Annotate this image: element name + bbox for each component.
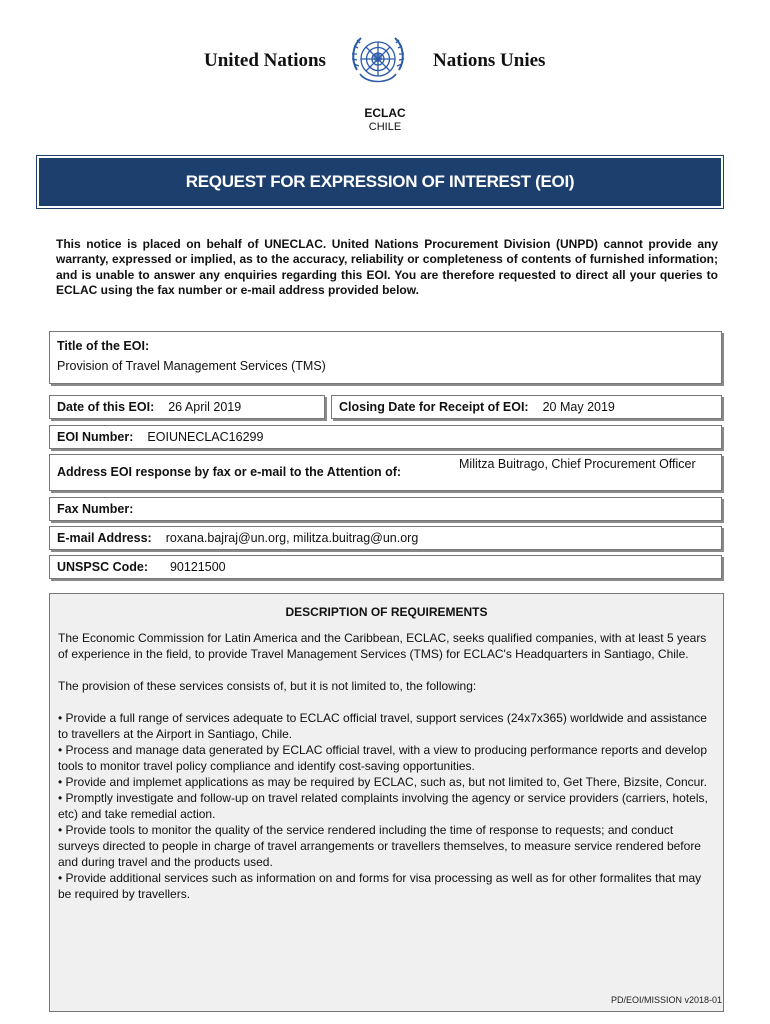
list-item: • Provide additional services such as information on and forms for visa processing as well as for other formalites that may be required by travellers. (58, 871, 702, 901)
list-item: • Provide tools to monitor the quality of the service rendered including the time of response to requests; and conduct surveys directed to people in charge of travel arrangements or travellers themselves, to measure service rendered before and during travel and the products used. (58, 823, 701, 869)
list-item: • Provide a full range of services adequate to ECLAC official travel, support services (24x7x365) worldwide and assistance to travellers at the Airport in Santiago, Chile. (58, 711, 707, 741)
eoi-title-value: Provision of Travel Management Services (TMS) (57, 359, 326, 373)
eoi-date-box (49, 395, 325, 419)
eoi-number-value: EOIUNECLAC16299 (147, 430, 264, 444)
title-frame (36, 155, 724, 209)
fax-number-box (49, 497, 722, 521)
eoi-number-label: EOI Number: (57, 430, 134, 444)
attention-value: Militza Buitrago, Chief Procurement Officer (459, 457, 696, 471)
email-address-value: roxana.bajraj@un.org, militza.buitrag@un.org (165, 531, 419, 545)
eoi-date-value: 26 April 2019 (168, 400, 242, 414)
unspsc-code-label: UNSPSC Code: (57, 560, 148, 574)
page-title: REQUEST FOR EXPRESSION OF INTEREST (EOI) (39, 158, 721, 206)
form-version-footer: PD/EOI/MISSION v2018-01 (610, 995, 722, 1005)
closing-date-value: 20 May 2019 (542, 400, 615, 414)
attention-label: Address EOI response by fax or e-mail to the Attention of: (57, 465, 402, 479)
un-emblem-icon (347, 30, 409, 92)
list-item: • Process and manage data generated by ECLAC official travel, with a view to producing performance reports and develop tools to monitor travel policy compliance and identify cost-saving opportunities. (58, 743, 708, 773)
attention-box (49, 454, 722, 491)
description-panel (49, 593, 724, 1012)
header-united-nations: United Nations (204, 50, 326, 71)
description-heading: DESCRIPTION OF REQUIREMENTS (285, 605, 488, 619)
closing-date-label: Closing Date for Receipt of EOI: (339, 400, 529, 414)
header-nations-unies: Nations Unies (433, 50, 546, 71)
list-item: • Provide and implemet applications as may be required by ECLAC, such as, but not limited to, Get There, Bizsite, Concur. (58, 775, 707, 789)
unspsc-code-box (49, 555, 722, 579)
description-lead: The provision of these services consists of, but it is not limited to, the following: (58, 679, 477, 693)
closing-date-box (331, 395, 722, 419)
email-address-box (49, 526, 722, 550)
unspsc-code-value: 90121500 (169, 560, 226, 574)
email-address-label: E-mail Address: (57, 531, 152, 545)
eoi-title-box (49, 331, 722, 384)
eoi-title-label: Title of the EOI: (57, 339, 150, 353)
eoi-date-label: Date of this EOI: (57, 400, 155, 414)
description-intro: The Economic Commission for Latin America and the Caribbean, ECLAC, seeks qualified companies, with at least 5 years of experience in the field, to provide Travel Management Services (TMS) for ECLAC's Headquarters in Santiago, Chile. (58, 631, 707, 661)
disclaimer-notice: This notice is placed on behalf of UNECLAC. United Nations Procurement Division (UNPD) cannot provide any warranty, expressed or implied, as to the accuracy, reliability or completeness of contents of furnished information; and is unable to answer any enquiries regarding this EOI. You are therefore requested to direct all your queries to ECLAC using the fax number or e-mail address provided below. (56, 237, 718, 298)
eoi-number-box (49, 425, 722, 449)
fax-number-label: Fax Number: (57, 502, 134, 516)
list-item: • Promptly investigate and follow-up on travel related complaints involving the agency or service providers (carriers, hotels, etc) and take remedial action. (58, 791, 708, 821)
requirements-list (58, 710, 715, 902)
org-country: CHILE (368, 121, 402, 133)
org-name: ECLAC (364, 106, 406, 120)
